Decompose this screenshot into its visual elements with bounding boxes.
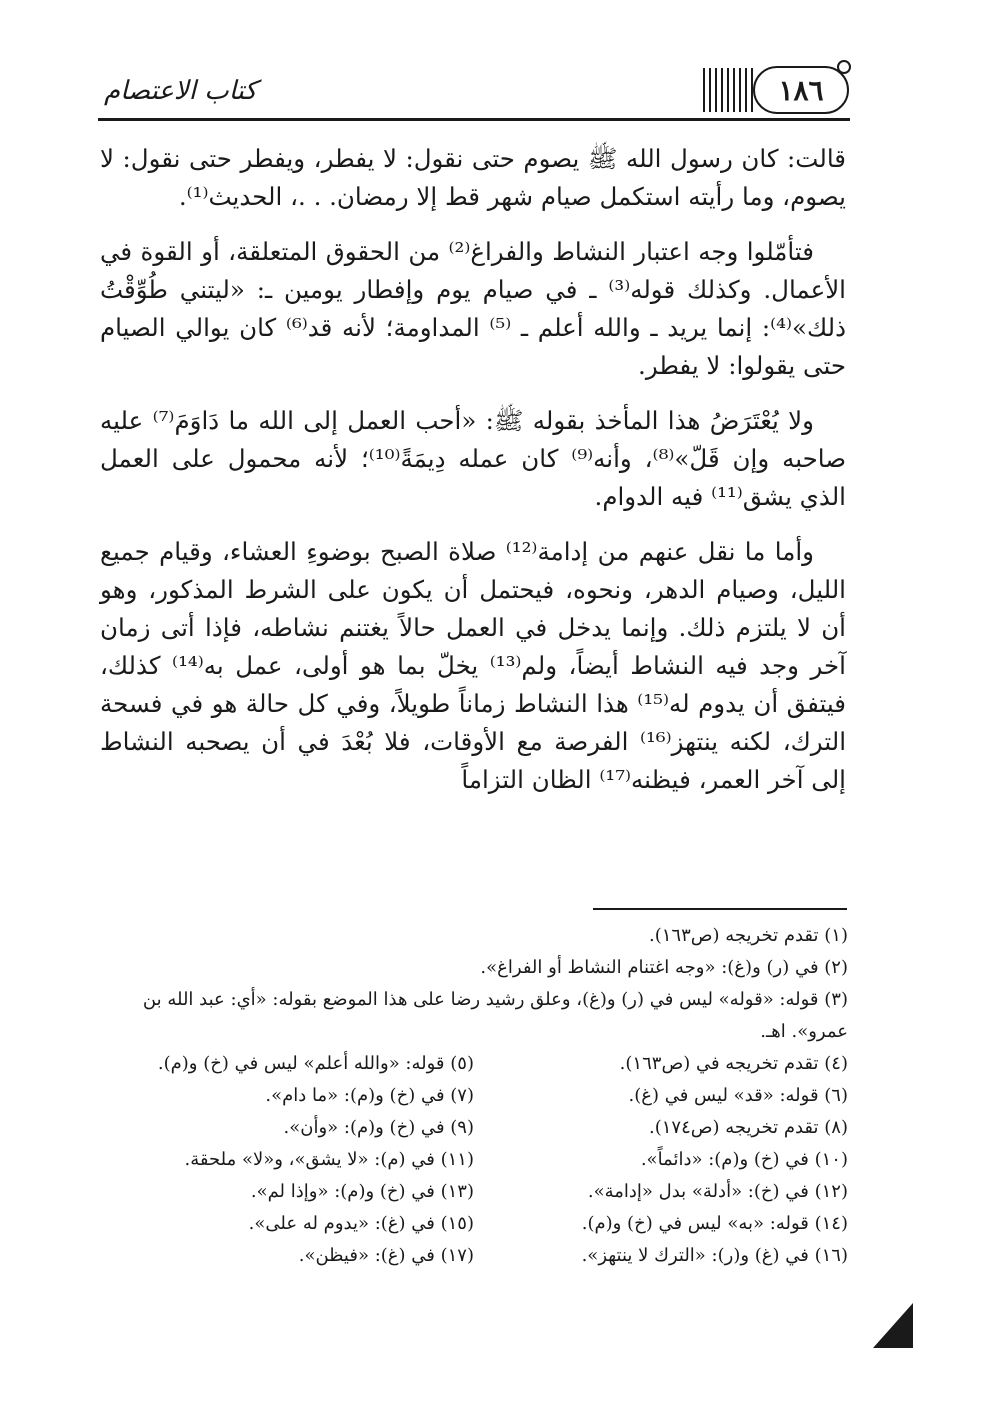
footnote-4: (٤) تقدم تخريجه في (ص١٦٣). [619,1053,848,1074]
paragraph-3: ولا يُعْتَرَضُ هذا المأخذ بقوله ﷺ: «أحب العمل إلى الله ما دَاوَمَ⁽⁷⁾ عليه صاحبه وإن قَلّ»⁽⁸⁾، وأنه⁽⁹⁾ كان عمله دِيمَةً⁽¹⁰⁾؛ لأنه محمول على العمل الذي يشق⁽¹¹⁾ فيه الدوام. [100,406,847,511]
footnote-separator [593,908,847,910]
header-ornament-bars [703,68,753,112]
footnote-row [100,1080,848,1112]
footnote-row [100,1144,848,1176]
footnote-row [100,1208,848,1240]
footnote-12: (١٢) في (خ): «أدلة» بدل «إدامة». [587,1181,848,1202]
footnotes [100,920,848,1272]
page-number-badge [753,66,849,114]
footnote-1: (١) تقدم تخريجه (ص١٦٣). [649,925,848,946]
paragraph-4: وأما ما نقل عنهم من إدامة⁽¹²⁾ صلاة الصبح بوضوءِ العشاء، وقيام جميع الليل، وصيام الدهر، ونحوه، فيحتمل أن يكون على الشرط المذكور، وهو أن لا يلتزم ذلك. وإنما يدخل في العمل حالاً يغتنم نشاطه، فإذا أتى زمان آخر وجد فيه النشاط أيضاً، ولم⁽¹³⁾ يخلّ بما هو أولى، عمل به⁽¹⁴⁾ كذلك، فيتفق أن يدوم له⁽¹⁵⁾ هذا النشاط زماناً طويلاً، وفي كل حالة هو في فسحة الترك، لكنه ينتهز⁽¹⁶⁾ الفرصة مع الأوقات، فلا بُعْدَ في أن يصحبه النشاط إلى آخر العمر، فيظنه⁽¹⁷⁾ الظان التزاماً [100,537,846,794]
footnote-6: (٦) قوله: «قد» ليس في (غ). [628,1085,848,1106]
ornament-dot-icon [837,60,851,74]
page-number: ١٨٦ [778,73,824,107]
footnote-row [100,1240,848,1272]
footnote-row [100,1112,848,1144]
footnote-2: (٢) في (ر) و(غ): «وجه اغتنام النشاط أو الفراغ». [480,957,848,978]
footnote-5: (٥) قوله: «والله أعلم» ليس في (خ) و(م). [157,1053,474,1074]
footnote-7: (٧) في (خ) و(م): «ما دام». [265,1085,474,1106]
page-header [98,66,850,124]
book-title: كتاب الاعتصام [104,76,257,106]
footnote-3: (٣) قوله: «قوله» ليس في (ر) و(غ)، وعلق رشيد رضا على هذا الموضع بقوله: «أي: عبد الله بن عمرو». اهـ. [142,989,848,1042]
paragraph-2: فتأمّلوا وجه اعتبار النشاط والفراغ⁽²⁾ من الحقوق المتعلقة، أو القوة في الأعمال. وكذلك قوله⁽³⁾ ـ في صيام يوم وإفطار يومين ـ: «ليتني طُوِّقْتُ ذلك»⁽⁴⁾: إنما يريد ـ والله أعلم ـ ⁽⁵⁾ المداومة؛ لأنه قد⁽⁶⁾ كان يوالي الصيام حتى يقولوا: لا يفطر. [100,237,846,380]
page-corner-triangle-icon [873,1303,913,1348]
footnote-8: (٨) تقدم تخريجه (ص١٧٤). [649,1117,848,1138]
footnote-row [100,1176,848,1208]
main-text [100,140,846,816]
header-rule [98,118,850,121]
footnote-14: (١٤) قوله: «به» ليس في (خ) و(م). [581,1213,848,1234]
footnote-11: (١١) في (م): «لا يشق»، و«لا» ملحقة. [184,1149,474,1170]
paragraph-1: قالت: كان رسول الله ﷺ يصوم حتى نقول: لا يفطر، ويفطر حتى نقول: لا يصوم، وما رأيته استكمل صيام شهر قط إلا رمضان. . .، الحديث⁽¹⁾. [100,144,846,211]
footnote-16: (١٦) في (غ) و(ر): «الترك لا ينتهز». [581,1245,848,1266]
footnote-9: (٩) في (خ) و(م): «وأن». [283,1117,474,1138]
footnote-row [100,1048,848,1080]
footnote-13: (١٣) في (خ) و(م): «وإذا لم». [250,1181,474,1202]
footnote-15: (١٥) في (غ): «يدوم له على». [248,1213,474,1234]
footnote-10: (١٠) في (خ) و(م): «دائماً». [640,1149,848,1170]
footnote-17: (١٧) في (غ): «فيظن». [298,1245,474,1266]
